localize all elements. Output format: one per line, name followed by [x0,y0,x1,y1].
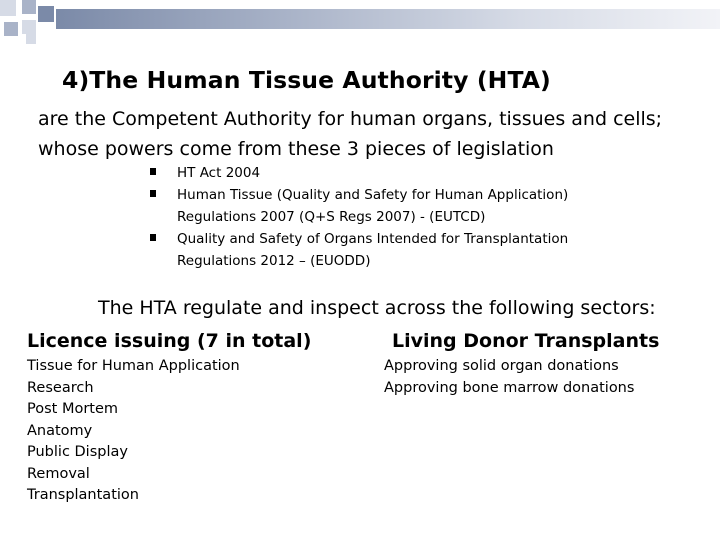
decor-square [22,20,36,34]
legislation-item [150,228,568,272]
list-item: Research [27,379,94,396]
list-item: Transplantation [27,487,139,503]
list-item: Anatomy [27,422,93,439]
legislation-list [150,162,568,272]
legislation-line: Quality and Safety of Organs Intended for Transplantation [177,231,569,247]
list-item: Post Mortem [27,401,119,417]
bullet-icon [150,234,156,241]
bullet-icon [150,168,156,175]
intro-line: are the Competent Authority for human organs, tissues and cells; [38,108,663,130]
legislation-line: HT Act 2004 [177,165,261,181]
sectors-intro: The HTA regulate and inspect across the following sectors: [98,297,656,319]
legislation-item [150,184,568,228]
living-donor-heading: Living Donor Transplants [392,330,660,352]
decorative-header [0,0,720,46]
legislation-line: Regulations 2012 – (EUODD) [177,253,371,269]
decor-square [26,34,36,44]
decor-square [38,6,54,22]
decor-square [4,22,18,36]
list-item: Removal [27,465,90,482]
intro-line: whose powers come from these 3 pieces of legislation [38,138,554,160]
living-donor-list [384,356,634,399]
decor-gradient-band [56,9,720,29]
legislation-item [150,162,568,184]
intro-text [38,104,662,164]
legislation-line: Regulations 2007 (Q+S Regs 2007) - (EUTCD) [177,209,486,225]
list-item: Tissue for Human Application [27,358,240,374]
list-item: Public Display [27,444,128,460]
slide-title: 4)The Human Tissue Authority (HTA) [62,66,551,94]
legislation-line: Human Tissue (Quality and Safety for Human Application) [177,187,569,203]
bullet-icon [150,190,156,197]
decor-square [22,0,36,14]
decor-square [0,0,16,16]
licence-heading: Licence issuing (7 in total) [27,330,312,352]
list-item: Approving bone marrow donations [384,379,635,396]
list-item: Approving solid organ donations [384,358,619,374]
licence-list [27,356,240,507]
